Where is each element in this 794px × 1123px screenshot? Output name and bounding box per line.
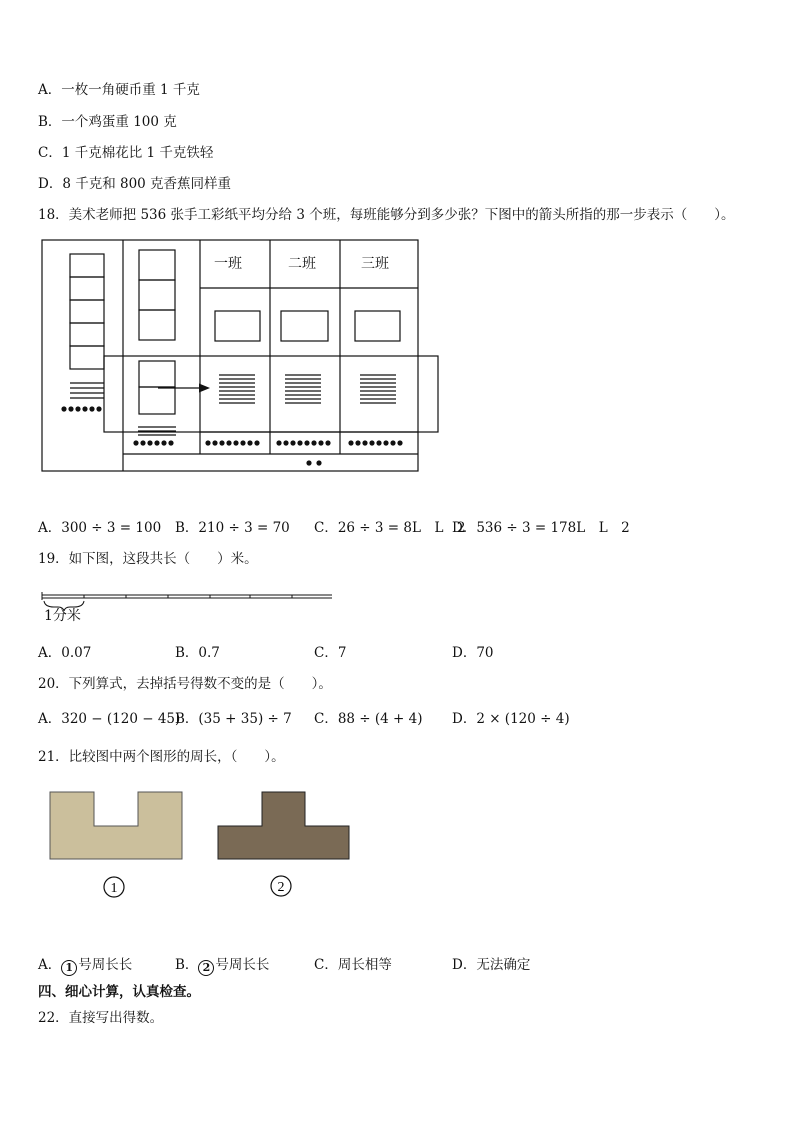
q18-stem: 18．美术老师把 536 张手工彩纸平均分给 3 个班，每班能够分到多少张？下图中的箭头所指的那一步表示（ ）。 [38,207,735,223]
q19-unit-label: 1分米 [44,608,81,624]
figure-1-label: 1 [110,881,118,896]
q19-option-d: D．70 [452,645,494,661]
q21-option-b: B． 2 号周长长 [175,957,270,974]
q21-option-c: C．周长相等 [314,957,392,973]
q18-option-d: D．536 ÷ 3 = 178L L 2 [452,520,630,536]
q20-option-a: A．320 − (120 − 45) [38,711,181,727]
q21-stem: 21．比较图中两个图形的周长，（ ）。 [38,749,285,765]
q18-option-c: C．26 ÷ 3 = 8L L 2 [314,520,466,536]
q17-option-d: D．8 千克和 800 克香蕉同样重 [38,176,232,192]
q20-option-b: B．(35 + 35) ÷ 7 [175,711,292,727]
q19-option-b: B．0.7 [175,645,220,661]
q21-option-a: A． 1 号周长长 [38,957,133,974]
q20-option-c: C．88 ÷ (4 + 4) [314,711,423,727]
circled-number-2: 2 [198,960,214,976]
q18-option-a: A．300 ÷ 3 = 100 [38,520,162,536]
circled-number-1: 1 [61,960,77,976]
figure-2-shape [218,792,349,859]
q19-option-c: C．7 [314,645,347,661]
q19-option-a: A．0.07 [38,645,92,661]
q17-option-a: A．一枚一角硬币重 1 千克 [38,82,200,98]
figure-2-label: 2 [277,880,285,895]
class-3-label: 三班 [361,256,389,272]
q17-option-c: C．1 千克棉花比 1 千克铁轻 [38,145,214,161]
q20-option-d: D．2 × (120 ÷ 4) [452,711,570,727]
section-4-title: 四、细心计算，认真检查。 [38,984,200,1000]
figure-1-shape [50,792,182,859]
class-1-label: 一班 [214,256,242,272]
q18-option-b: B．210 ÷ 3 = 70 [175,520,290,536]
q20-stem: 20．下列算式，去掉括号得数不变的是（ ）。 [38,676,332,692]
q22-stem: 22．直接写出得数。 [38,1010,164,1026]
q19-stem: 19．如下图，这段共长（ ）米。 [38,551,258,567]
q17-option-b: B．一个鸡蛋重 100 克 [38,114,177,130]
class-2-label: 二班 [288,256,316,272]
q21-option-d: D．无法确定 [452,957,531,973]
